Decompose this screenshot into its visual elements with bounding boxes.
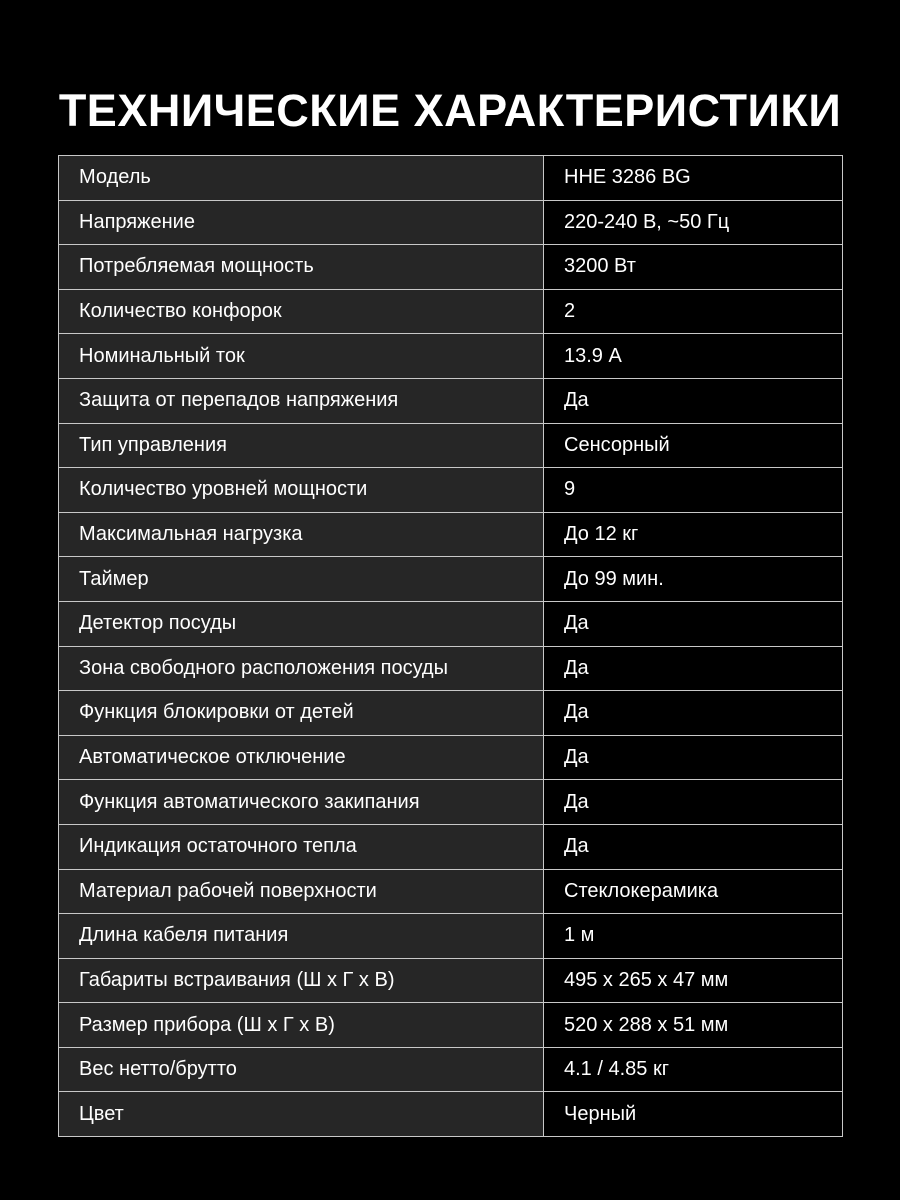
spec-row bbox=[59, 378, 843, 423]
specs-table bbox=[58, 155, 843, 1137]
spec-label: Количество уровней мощности bbox=[59, 468, 544, 513]
spec-row bbox=[59, 735, 843, 780]
spec-label: Функция автоматического закипания bbox=[59, 780, 544, 825]
spec-value: 13.9 А bbox=[544, 334, 843, 379]
spec-row bbox=[59, 691, 843, 736]
spec-value: 520 х 288 х 51 мм bbox=[544, 1003, 843, 1048]
spec-value: Да bbox=[544, 646, 843, 691]
spec-label: Потребляемая мощность bbox=[59, 245, 544, 290]
page-title: ТЕХНИЧЕСКИЕ ХАРАКТЕРИСТИКИ bbox=[58, 85, 842, 136]
spec-row bbox=[59, 824, 843, 869]
spec-row bbox=[59, 289, 843, 334]
spec-value: 220-240 В, ~50 Гц bbox=[544, 200, 843, 245]
spec-value: 9 bbox=[544, 468, 843, 513]
spec-label: Индикация остаточного тепла bbox=[59, 824, 544, 869]
spec-label: Автоматическое отключение bbox=[59, 735, 544, 780]
spec-row bbox=[59, 958, 843, 1003]
spec-label: Номинальный ток bbox=[59, 334, 544, 379]
spec-label: Вес нетто/брутто bbox=[59, 1047, 544, 1092]
specs-table-body bbox=[59, 156, 843, 1137]
spec-value: 1 м bbox=[544, 914, 843, 959]
spec-row bbox=[59, 646, 843, 691]
spec-value: 3200 Вт bbox=[544, 245, 843, 290]
spec-label: Размер прибора (Ш х Г х В) bbox=[59, 1003, 544, 1048]
spec-value: 4.1 / 4.85 кг bbox=[544, 1047, 843, 1092]
spec-label: Зона свободного расположения посуды bbox=[59, 646, 544, 691]
spec-row bbox=[59, 1092, 843, 1137]
spec-row bbox=[59, 245, 843, 290]
spec-value: Да bbox=[544, 601, 843, 646]
spec-row bbox=[59, 1003, 843, 1048]
spec-row bbox=[59, 914, 843, 959]
spec-row bbox=[59, 1047, 843, 1092]
spec-row bbox=[59, 601, 843, 646]
spec-value: До 99 мин. bbox=[544, 557, 843, 602]
spec-label: Защита от перепадов напряжения bbox=[59, 378, 544, 423]
spec-value: Сенсорный bbox=[544, 423, 843, 468]
spec-label: Тип управления bbox=[59, 423, 544, 468]
spec-label: Напряжение bbox=[59, 200, 544, 245]
spec-value: Да bbox=[544, 378, 843, 423]
spec-row bbox=[59, 780, 843, 825]
spec-value: Да bbox=[544, 735, 843, 780]
spec-row bbox=[59, 869, 843, 914]
spec-label: Модель bbox=[59, 156, 544, 201]
spec-row bbox=[59, 334, 843, 379]
spec-value: Стеклокерамика bbox=[544, 869, 843, 914]
spec-row bbox=[59, 200, 843, 245]
spec-label: Длина кабеля питания bbox=[59, 914, 544, 959]
spec-value: До 12 кг bbox=[544, 512, 843, 557]
spec-label: Количество конфорок bbox=[59, 289, 544, 334]
spec-label: Таймер bbox=[59, 557, 544, 602]
spec-row bbox=[59, 512, 843, 557]
spec-value: Да bbox=[544, 780, 843, 825]
spec-row bbox=[59, 557, 843, 602]
spec-row bbox=[59, 468, 843, 513]
spec-value: 495 х 265 х 47 мм bbox=[544, 958, 843, 1003]
spec-label: Материал рабочей поверхности bbox=[59, 869, 544, 914]
spec-label: Цвет bbox=[59, 1092, 544, 1137]
spec-value: Да bbox=[544, 824, 843, 869]
spec-value: Черный bbox=[544, 1092, 843, 1137]
spec-label: Функция блокировки от детей bbox=[59, 691, 544, 736]
spec-label: Максимальная нагрузка bbox=[59, 512, 544, 557]
spec-row bbox=[59, 156, 843, 201]
spec-label: Габариты встраивания (Ш х Г х В) bbox=[59, 958, 544, 1003]
spec-value: Да bbox=[544, 691, 843, 736]
spec-value: HHE 3286 BG bbox=[544, 156, 843, 201]
spec-row bbox=[59, 423, 843, 468]
spec-value: 2 bbox=[544, 289, 843, 334]
spec-label: Детектор посуды bbox=[59, 601, 544, 646]
